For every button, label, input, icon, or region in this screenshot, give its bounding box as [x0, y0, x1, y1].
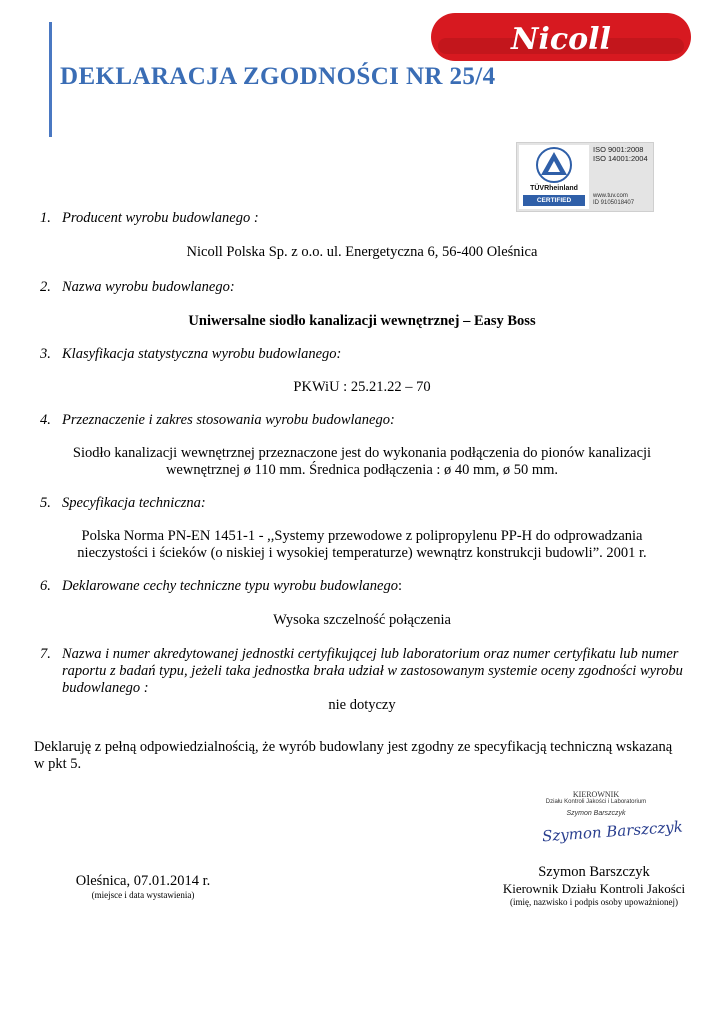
heading-line: raportu z badań typu, jeżeli taka jednostka brała udział w zastosowanym systemie oceny zgodności wyrobu	[62, 663, 683, 679]
logo-text: Nicoll	[511, 22, 611, 57]
section-2-heading: 2. Nazwa wyrobu budowlanego:	[40, 279, 235, 295]
signer-title: Kierownik Działu Kontroli Jakości	[502, 881, 686, 896]
declaration-line: Deklaruję z pełną odpowiedzialnością, że wyrób budowlany jest zgodny ze specyfikacją techniczną wskazaną	[34, 739, 673, 755]
content-line: nieczystości i ścieków (o niskiej i wysokiej temperaturze) wewnątrz konstrukcji budowli”. 2001 r.	[77, 545, 647, 561]
stamp-title: KIEROWNIK	[572, 790, 620, 799]
tuv-brand: TÜVRheinland	[530, 185, 578, 192]
content-line: wewnętrznej ø 110 mm. Średnica podłączenia : ø 40 mm, ø 50 mm.	[165, 462, 559, 478]
signer-name: Szymon Barszczyk	[538, 864, 650, 880]
section-3-heading: 3. Klasyfikacja statystyczna wyrobu budowlanego:	[40, 346, 342, 362]
section-4-content	[40, 445, 684, 479]
section-2-content: Uniwersalne siodło kanalizacji wewnętrznej – Easy Boss	[188, 313, 536, 329]
signer-block	[494, 864, 694, 907]
section-6-content: Wysoka szczelność połączenia	[273, 612, 451, 628]
iso-standard: ISO 9001:2008	[593, 145, 644, 154]
section-3-content: PKWiU : 25.21.22 – 70	[293, 379, 431, 395]
section-5-heading: 5. Specyfikacja techniczna:	[40, 495, 206, 511]
stamp-department: Działu Kontroli Jakości i Laboratorium	[545, 799, 647, 805]
heading-line: Nazwa i numer akredytowanej jednostki certyfikującej lub laboratorium oraz numer certyfikatu lub numer	[62, 646, 679, 662]
tuv-certificate-badge	[516, 142, 654, 212]
iso-standards	[593, 146, 648, 163]
place-date-block	[68, 873, 218, 900]
content-line: Siodło kanalizacji wewnętrznej przeznaczone jest do wykonania podłączenia do pionów kanalizacji	[72, 445, 652, 461]
section-7-heading: 7. Nazwa i numer akredytowanej jednostki certyfikującej lub laboratorium oraz numer certyfikatu lub numer raportu z badań typu, jeżeli taka jednostka brała udział w zastosowanym systemie oceny zgodności wyrobu budowlanego :	[40, 646, 683, 696]
signature-script: Szymon Barszczyk	[541, 817, 684, 846]
section-1-content: Nicoll Polska Sp. z o.o. ul. Energetyczna 6, 56-400 Oleśnica	[186, 244, 538, 260]
section-4-heading: 4. Przeznaczenie i zakres stosowania wyrobu budowlanego:	[40, 412, 395, 428]
place-date: Oleśnica, 07.01.2014 r.	[75, 873, 211, 889]
document-title: DEKLARACJA ZGODNOŚCI NR 25/4	[60, 63, 496, 90]
section-6-heading: 6. Deklarowane cechy techniczne typu wyrobu budowlanego:	[40, 578, 402, 594]
tuv-certified-label: CERTIFIED	[523, 195, 585, 206]
content-line: Polska Norma PN-EN 1451-1 - ,,Systemy przewodowe z polipropylenu PP-H do odprowadzania	[81, 528, 643, 544]
tuv-contact	[593, 193, 634, 207]
tuv-id: ID 9105018407	[593, 200, 635, 206]
header-accent-line	[49, 22, 52, 137]
declaration-line: w pkt 5.	[34, 756, 82, 772]
stamp-name: Szymon Barszczyk	[566, 810, 626, 817]
nicoll-logo	[430, 12, 692, 62]
section-7-content: nie dotyczy	[328, 697, 396, 713]
approval-stamp	[536, 790, 656, 817]
tuv-logo-block	[519, 145, 589, 209]
place-date-caption: (miejsce i data wystawienia)	[91, 890, 195, 900]
section-1-heading: 1. Producent wyrobu budowlanego :	[40, 210, 259, 226]
handwritten-signature	[540, 817, 684, 846]
section-5-content	[40, 528, 684, 562]
tuv-website: www.tuv.com	[593, 193, 628, 199]
signer-caption: (imię, nazwisko i podpis osoby upoważnionej)	[510, 897, 678, 907]
iso-standard: ISO 14001:2004	[593, 153, 648, 163]
declaration-statement	[34, 739, 694, 773]
heading-line: budowlanego :	[62, 680, 149, 696]
tuv-triangle-icon	[519, 145, 589, 185]
